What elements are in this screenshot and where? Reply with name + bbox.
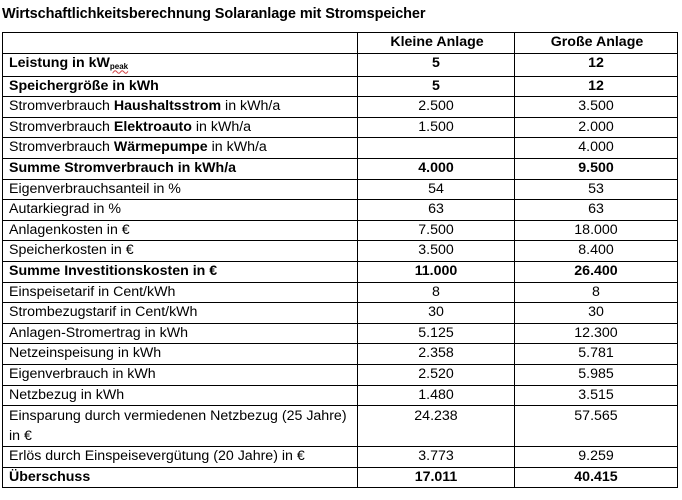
small-system-value: 30	[358, 303, 515, 324]
small-system-value: 5.125	[358, 323, 515, 344]
large-system-value: 5.781	[515, 344, 678, 365]
row-label-subscript: peak	[109, 61, 129, 71]
small-system-value: 17.011	[358, 467, 515, 488]
table-row	[3, 179, 678, 200]
table-row	[3, 200, 678, 221]
row-label	[3, 261, 358, 282]
small-system-value: 5	[358, 76, 515, 97]
small-system-value: 3.500	[358, 241, 515, 262]
large-system-value: 12.300	[515, 323, 678, 344]
row-label-text: Strombezugstarif in Cent/kWh	[9, 304, 198, 321]
large-system-value: 57.565	[515, 406, 678, 447]
large-system-value: 2.000	[515, 117, 678, 138]
row-label-text: Stromverbrauch	[9, 98, 114, 115]
large-system-value: 30	[515, 303, 678, 324]
row-label	[3, 97, 358, 118]
document-title: Wirtschaftlichkeitsberechnung Solaranlage mit Stromspeicher	[2, 6, 426, 22]
table-row	[3, 447, 678, 468]
row-label	[3, 344, 358, 365]
row-label-text: Eigenverbrauch in kWh	[9, 365, 156, 382]
table-row	[3, 220, 678, 241]
row-label	[3, 282, 358, 303]
row-label	[3, 364, 358, 385]
small-system-value: 5	[358, 53, 515, 76]
large-system-value: 5.985	[515, 364, 678, 385]
table-row	[3, 97, 678, 118]
table-row	[3, 282, 678, 303]
table-row	[3, 261, 678, 282]
row-label-text: Anlagen-Stromertrag in kWh	[9, 324, 188, 341]
small-system-value: 54	[358, 179, 515, 200]
row-label	[3, 158, 358, 179]
row-label-text: Stromverbrauch	[9, 118, 114, 135]
row-label-suffix: in kWh/a	[207, 139, 267, 156]
header-large-system: Große Anlage	[515, 33, 678, 54]
large-system-value: 9.500	[515, 158, 678, 179]
row-label	[3, 241, 358, 262]
row-label	[3, 76, 358, 97]
row-label-text: Anlagenkosten in €	[9, 221, 130, 238]
table-row	[3, 385, 678, 406]
table-row	[3, 158, 678, 179]
row-label-emphasis: Elektroauto	[113, 118, 192, 135]
row-label	[3, 303, 358, 324]
row-label-text: Speicherkosten in €	[9, 242, 134, 259]
table-row	[3, 241, 678, 262]
large-system-value: 26.400	[515, 261, 678, 282]
row-label-text: Eigenverbrauchsanteil in %	[9, 180, 181, 197]
row-label	[3, 138, 358, 159]
table-row	[3, 344, 678, 365]
row-label-text: Netzbezug in kWh	[9, 386, 125, 403]
large-system-value: 3.515	[515, 385, 678, 406]
row-label	[3, 323, 358, 344]
row-label	[3, 447, 358, 468]
header-small-system: Kleine Anlage	[358, 33, 515, 54]
large-system-value: 3.500	[515, 97, 678, 118]
small-system-value: 3.773	[358, 447, 515, 468]
row-label-text: Summe Investitionskosten in €	[9, 262, 218, 279]
row-label	[3, 53, 358, 76]
small-system-value: 24.238	[358, 406, 515, 447]
small-system-value: 8	[358, 282, 515, 303]
large-system-value: 4.000	[515, 138, 678, 159]
table-row	[3, 138, 678, 159]
table-row	[3, 53, 678, 76]
row-label-text: Autarkiegrad in %	[9, 201, 121, 218]
row-label-text: Netzeinspeisung in kWh	[9, 345, 162, 362]
large-system-value: 18.000	[515, 220, 678, 241]
row-label-text: Einspeisetarif in Cent/kWh	[9, 283, 176, 300]
large-system-value: 63	[515, 200, 678, 221]
large-system-value: 8.400	[515, 241, 678, 262]
row-label	[3, 406, 358, 447]
row-label-suffix: in kWh/a	[191, 118, 252, 135]
row-label-suffix: in kWh/a	[221, 98, 281, 115]
row-label-text: Überschuss	[9, 468, 91, 485]
small-system-value: 11.000	[358, 261, 515, 282]
row-label-text: Summe Stromverbrauch in kWh/a	[9, 159, 237, 176]
calculation-table	[2, 32, 678, 488]
small-system-value: 1.500	[358, 117, 515, 138]
row-label	[3, 220, 358, 241]
table-row	[3, 76, 678, 97]
row-label-text: Einsparung durch vermiedenen Netzbezug (25 Jahre) in €	[9, 408, 347, 445]
small-system-value: 7.500	[358, 220, 515, 241]
small-system-value: 2.520	[358, 364, 515, 385]
row-label	[3, 117, 358, 138]
row-label	[3, 467, 358, 488]
large-system-value: 12	[515, 76, 678, 97]
large-system-value: 53	[515, 179, 678, 200]
row-label-text: Erlös durch Einspeisevergütung (20 Jahre) in €	[9, 448, 305, 465]
table-row	[3, 467, 678, 488]
large-system-value: 8	[515, 282, 678, 303]
row-label	[3, 179, 358, 200]
large-system-value: 40.415	[515, 467, 678, 488]
small-system-value: 2.358	[358, 344, 515, 365]
row-label	[3, 385, 358, 406]
small-system-value	[358, 138, 515, 159]
small-system-value: 63	[358, 200, 515, 221]
header-label-column	[3, 33, 358, 54]
small-system-value: 4.000	[358, 158, 515, 179]
small-system-value: 1.480	[358, 385, 515, 406]
table-row	[3, 323, 678, 344]
row-label-text: Leistung in kW	[9, 54, 110, 71]
row-label-emphasis: Wärmepumpe	[113, 139, 208, 156]
table-row	[3, 303, 678, 324]
row-label-text: Speichergröße in kWh	[9, 77, 159, 94]
large-system-value: 12	[515, 53, 678, 76]
table-header-row	[3, 33, 678, 54]
row-label	[3, 200, 358, 221]
small-system-value: 2.500	[358, 97, 515, 118]
large-system-value: 9.259	[515, 447, 678, 468]
row-label-emphasis: Haushaltsstrom	[113, 98, 222, 115]
row-label-text: Stromverbrauch	[9, 139, 114, 156]
table-row	[3, 364, 678, 385]
table-row	[3, 117, 678, 138]
table-row	[3, 406, 678, 447]
